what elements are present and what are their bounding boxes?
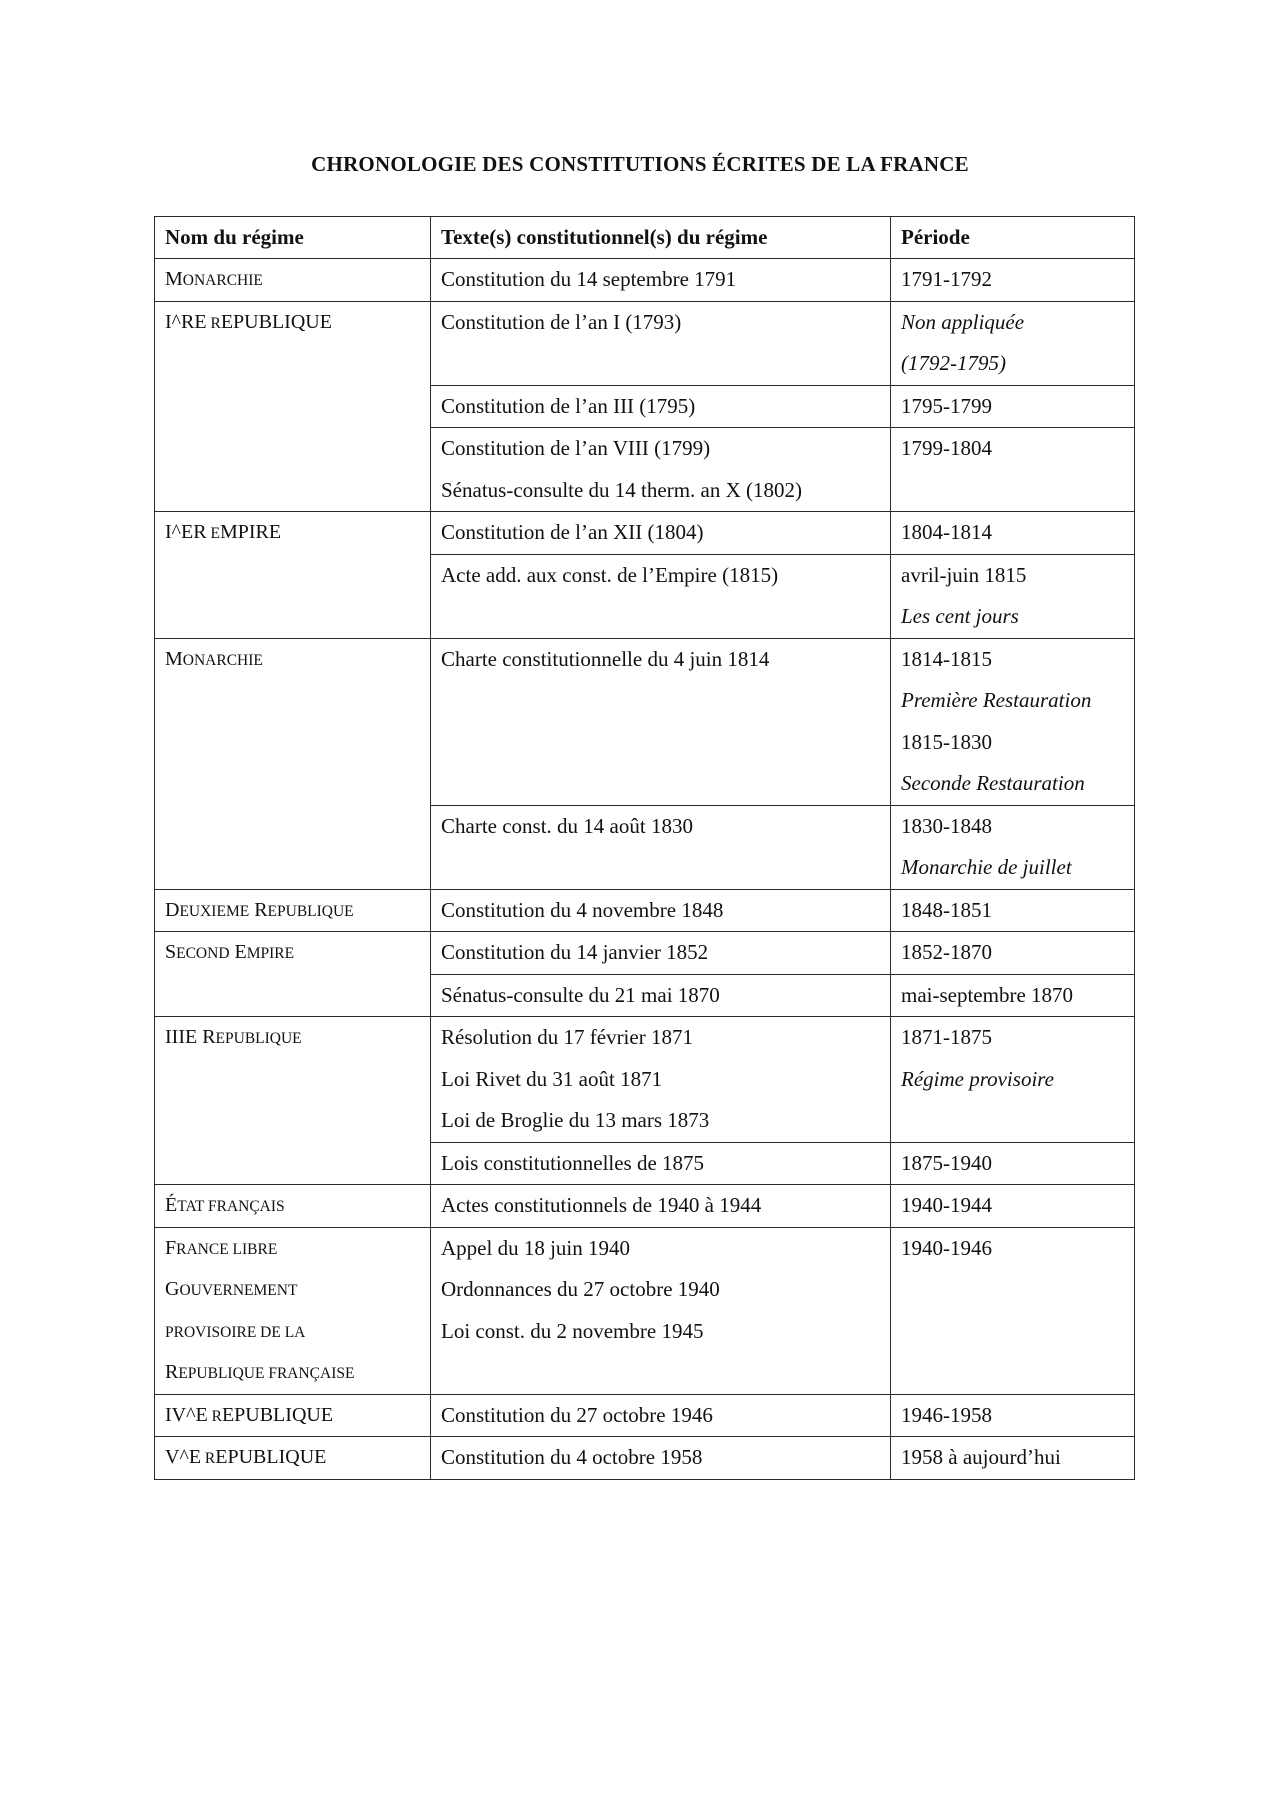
regime-name: FRANCE LIBRE [165,1236,278,1259]
table-row [155,1017,1135,1143]
textes-cell [431,638,891,805]
regime-name: IV^E REPUBLIQUE [165,1403,334,1426]
texte-line: Constitution de l’an XII (1804) [441,520,704,544]
texte-line: Constitution de l’an III (1795) [441,393,696,418]
regime-name: I^ER EMPIRE [165,521,282,543]
textes-cell [431,932,891,975]
texte-line: Sénatus-consulte du 21 mai 1870 [441,982,720,1007]
periode-line: 1804-1814 [901,520,992,544]
page-title: CHRONOLOGIE DES CONSTITUTIONS ÉCRITES DE LA FRANCE [311,152,969,176]
texte-line: Sénatus-consulte du 14 therm. an X (1802) [441,477,803,502]
header-periode: Période [891,217,1135,259]
textes-cell [431,805,891,889]
periode-cell [891,889,1135,932]
texte-line: Constitution du 4 novembre 1848 [441,897,724,922]
periode-line: 1940-1944 [901,1193,992,1217]
texte-line: Constitution de l’an VIII (1799) [441,436,711,460]
periode-cell [891,512,1135,555]
textes-cell [431,889,891,932]
texte-line: Constitution du 14 septembre 1791 [441,267,737,291]
periode-line: (1792-1795) [901,351,1006,375]
periode-cell [891,385,1135,428]
periode-line: Monarchie de juillet [901,855,1072,879]
periode-line: 1814-1815 [901,646,992,671]
texte-line: Loi Rivet du 31 août 1871 [441,1066,663,1091]
periode-line: 1795-1799 [901,393,992,418]
periode-line: 1799-1804 [901,436,992,460]
texte-line: Constitution de l’an I (1793) [441,309,682,334]
periode-line: mai-septembre 1870 [901,982,1074,1007]
periode-line: Non appliquée [901,309,1025,334]
texte-line: Charte constitutionnelle du 4 juin 1814 [441,646,770,671]
regime-cell [155,932,431,1017]
regime-name: GOUVERNEMENT [165,1278,298,1300]
regime-name: V^E REPUBLIQUE [165,1446,327,1468]
periode-cell [891,638,1135,805]
periode-line: 1958 à aujourd’hui [901,1445,1061,1469]
periode-cell [891,1185,1135,1228]
textes-cell [431,428,891,512]
texte-line: Constitution du 27 octobre 1946 [441,1402,713,1427]
textes-cell [431,974,891,1017]
texte-line: Charte const. du 14 août 1830 [441,813,693,838]
regime-cell [155,1437,431,1480]
periode-line: Seconde Restauration [901,771,1085,795]
textes-cell [431,1394,891,1437]
table-row [155,1437,1135,1480]
periode-cell [891,554,1135,638]
table-row [155,1185,1135,1228]
regime-cell [155,1017,431,1185]
periode-line: 1791-1792 [901,267,992,291]
textes-cell [431,1185,891,1228]
textes-cell [431,259,891,302]
periode-line: 1946-1958 [901,1402,992,1427]
regime-cell [155,259,431,302]
periode-cell [891,1227,1135,1394]
periode-cell [891,259,1135,302]
regime-cell [155,301,431,512]
textes-cell [431,385,891,428]
header-regime: Nom du régime [155,217,431,259]
regime-cell [155,638,431,889]
table-row [155,889,1135,932]
regime-name: ÉTAT FRANÇAIS [165,1194,285,1216]
periode-cell [891,1142,1135,1185]
periode-cell [891,1017,1135,1143]
table-row [155,932,1135,975]
periode-line: Les cent jours [901,604,1019,628]
regime-name: MONARCHIE [165,647,263,670]
textes-cell [431,554,891,638]
periode-line: 1875-1940 [901,1150,992,1175]
regime-name: DEUXIEME REPUBLIQUE [165,898,354,921]
regime-cell [155,1185,431,1228]
periode-line: 1830-1848 [901,813,992,838]
header-textes: Texte(s) constitutionnel(s) du régime [431,217,891,259]
regime-cell [155,1227,431,1394]
periode-line: avril-juin 1815 [901,562,1027,587]
periode-cell [891,1394,1135,1437]
periode-line: 1852-1870 [901,940,992,964]
texte-line: Actes constitutionnels de 1940 à 1944 [441,1193,762,1217]
texte-line: Acte add. aux const. de l’Empire (1815) [441,562,779,587]
textes-cell [431,301,891,385]
table-row [155,638,1135,805]
regime-name: MONARCHIE [165,268,263,290]
periode-cell [891,301,1135,385]
periode-line: Régime provisoire [901,1066,1054,1091]
regime-cell [155,1394,431,1437]
textes-cell [431,1437,891,1480]
texte-line: Appel du 18 juin 1940 [441,1235,630,1260]
regime-cell [155,889,431,932]
texte-line: Ordonnances du 27 octobre 1940 [441,1277,720,1301]
table-row [155,512,1135,555]
texte-line: Lois constitutionnelles de 1875 [441,1150,705,1175]
textes-cell [431,1142,891,1185]
periode-line: 1848-1851 [901,897,992,922]
regime-name: SECOND EMPIRE [165,941,295,963]
periode-line: 1940-1946 [901,1235,992,1260]
texte-line: Loi de Broglie du 13 mars 1873 [441,1108,710,1132]
periode-line: 1815-1830 [901,729,992,754]
table-row [155,301,1135,385]
periode-cell [891,974,1135,1017]
table-row [155,1227,1135,1394]
textes-cell [431,512,891,555]
texte-line: Loi const. du 2 novembre 1945 [441,1318,704,1343]
textes-cell [431,1017,891,1143]
regime-name: REPUBLIQUE FRANÇAISE [165,1361,355,1383]
periode-cell [891,428,1135,512]
texte-line: Constitution du 14 janvier 1852 [441,940,709,964]
periode-line: 1871-1875 [901,1025,992,1049]
periode-cell [891,1437,1135,1480]
regime-name: PROVISOIRE DE LA [165,1323,306,1341]
regime-cell [155,512,431,639]
constitutions-table [154,216,1135,1480]
regime-name: IIIE REPUBLIQUE [165,1026,302,1048]
regime-name: I^RE REPUBLIQUE [165,310,332,333]
periode-cell [891,932,1135,975]
periode-line: Première Restauration [901,688,1092,712]
table-row [155,259,1135,302]
textes-cell [431,1227,891,1394]
texte-line: Résolution du 17 février 1871 [441,1025,693,1049]
table-row [155,1394,1135,1437]
texte-line: Constitution du 4 octobre 1958 [441,1445,703,1469]
table-header-row [155,217,1135,259]
periode-cell [891,805,1135,889]
